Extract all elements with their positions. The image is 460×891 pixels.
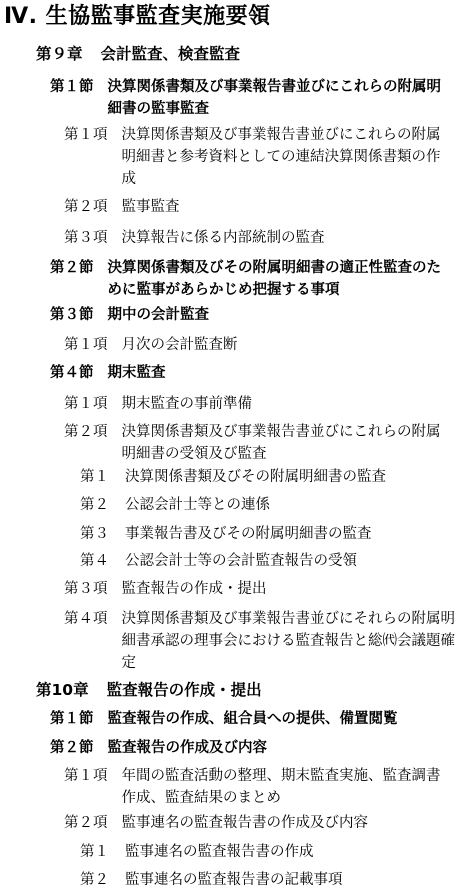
entry-number: 第３ [80,526,109,542]
entry-number: 第１ [80,469,109,485]
entry-title: 決算関係書類及び事業報告書並びにこれらの附属明細書と参考資料としての連結決算関係書類の作成 [121,127,441,187]
entry-number: 第１ [80,844,109,860]
entry-title: 期末監査の事前準備 [121,396,252,412]
entry-number: 第２項 [64,424,108,440]
entry-number: 第４節 [50,365,94,381]
entry-number: 第２ [80,872,109,888]
entry-title: 監査報告の作成及び内容 [107,740,267,756]
toc-sub-entry [80,523,454,545]
entry-number: 第３項 [64,230,108,246]
toc-item-entry [64,578,454,600]
toc-section-entry [50,362,454,384]
toc-item-entry [64,124,454,190]
toc-section-entry [50,737,454,759]
entry-title: 会計監査、検査監査 [100,45,241,63]
entry-title: 公認会計士等の会計監査報告の受領 [125,553,357,569]
toc-section-entry [50,76,450,120]
entry-number: 第４ [80,553,109,569]
toc-item-entry [64,608,456,674]
entry-title: 監事連名の監査報告書の作成及び内容 [121,815,368,831]
toc-item-entry [64,393,454,415]
entry-number: 第10章 [36,681,89,699]
entry-number: 第１項 [64,396,108,412]
entry-title: 決算報告に係る内部統制の監査 [121,230,325,246]
entry-title: 決算関係書類及び事業報告書並びにそれらの附属明細書承認の理事会における監査報告と総㈹会議題確定 [121,611,455,671]
toc-item-entry [64,334,454,356]
entry-title: 決算関係書類及びその附属明細書の適正性監査のために監事があらかじめ把握する事項 [107,260,441,298]
toc-section-entry [50,257,454,301]
page-title: Ⅳ. 生協監事監査実施要領 [4,4,271,29]
entry-title: 年間の監査活動の整理、期末監査実施、監査調書作成、監査結果のまとめ [121,768,441,806]
entry-number: 第９章 [36,45,83,63]
entry-title: 決算関係書類及び事業報告書並びにこれらの附属明細書の監事監査 [107,79,441,117]
entry-title: 月次の会計監査断 [121,337,238,353]
toc-chapter-entry [36,678,436,702]
toc-item-entry [64,227,454,249]
toc-section-entry [50,708,454,730]
toc-sub-entry [80,466,454,488]
entry-number: 第２項 [64,199,108,215]
entry-title: 公認会計士等との連係 [125,497,270,513]
toc-sub-entry [80,550,454,572]
entry-title: 監事監査 [121,199,180,215]
entry-title: 決算関係書類及び事業報告書並びにこれらの附属明細書の受領及び監査 [121,424,441,462]
entry-number: 第１節 [50,79,94,95]
entry-title: 監査報告の作成・提出 [121,581,267,597]
entry-title: 期末監査 [107,365,166,381]
entry-title: 監査報告の作成、組合員への提供、備置閲覧 [107,711,398,727]
entry-number: 第２項 [64,815,108,831]
entry-number: 第３節 [50,307,94,323]
entry-title: 監事連名の監査報告書の作成 [125,844,314,860]
entry-number: 第１節 [50,711,94,727]
entry-number: 第２ [80,497,109,513]
entry-title: 決算関係書類及びその附属明細書の監査 [125,469,386,485]
toc-item-entry [64,421,454,465]
toc-item-entry [64,196,454,218]
toc-sub-entry [80,494,454,516]
entry-number: 第４項 [64,611,108,627]
entry-number: 第１項 [64,768,108,784]
entry-number: 第３項 [64,581,108,597]
entry-number: 第２節 [50,740,94,756]
toc-item-entry [64,765,454,809]
toc-section-entry [50,304,454,326]
entry-title: 期中の会計監査 [107,307,209,323]
toc-sub-entry [80,869,454,891]
entry-title: 監査報告の作成・提出 [106,681,262,699]
toc-item-entry [64,812,454,834]
toc-chapter-entry [36,42,436,66]
entry-title: 事業報告書及びその附属明細書の監査 [125,526,372,542]
entry-number: 第１項 [64,127,108,143]
entry-number: 第２節 [50,260,94,276]
entry-title: 監事連名の監査報告書の記載事項 [125,872,343,888]
toc-sub-entry [80,841,454,863]
entry-number: 第１項 [64,337,108,353]
